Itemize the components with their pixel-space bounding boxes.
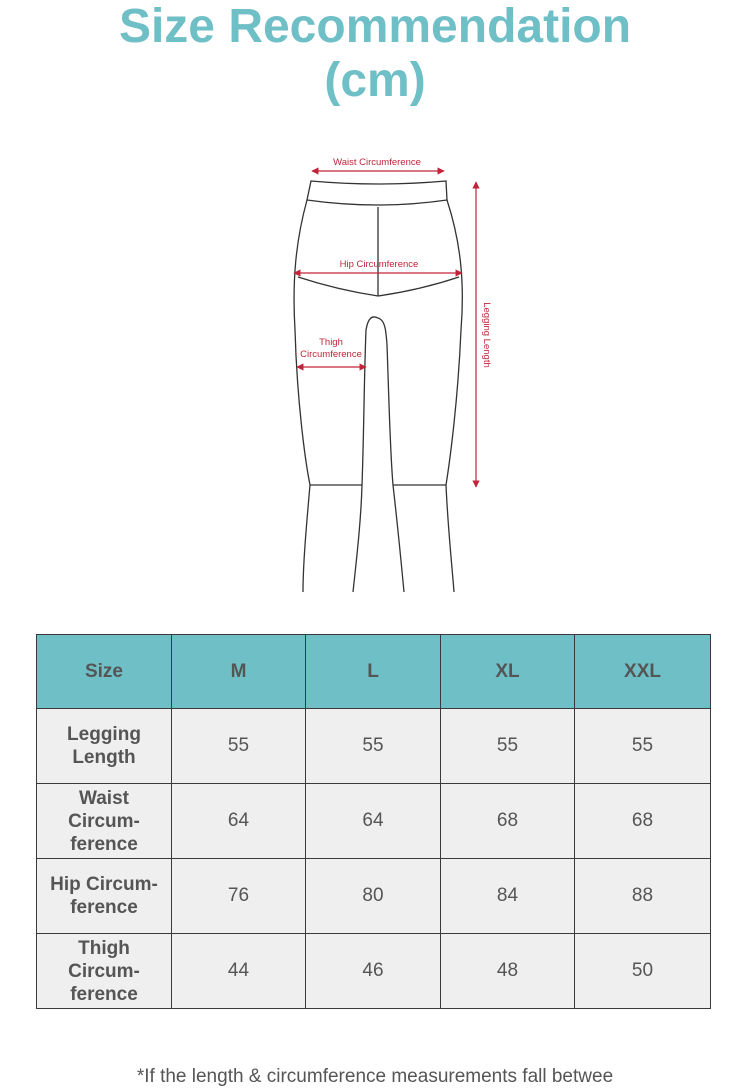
row-label-line: ference — [70, 897, 138, 918]
row-label — [37, 784, 172, 859]
table-cell: 55 — [172, 709, 306, 784]
length-label: Legging Length — [481, 302, 492, 368]
header-size: Size — [37, 635, 172, 709]
row-label-line: Thigh — [78, 937, 130, 959]
row-label-line: ference — [70, 833, 138, 855]
header-l: L — [306, 635, 441, 709]
table-cell: 84 — [441, 859, 575, 934]
row-label-line: Hip Circum- — [50, 874, 158, 895]
thigh-label-line2: Circumference — [300, 349, 362, 360]
header-m: M — [172, 635, 306, 709]
header-xxl: XXL — [575, 635, 711, 709]
page-title — [0, 0, 750, 108]
table-row — [37, 859, 711, 934]
table-row — [37, 934, 711, 1009]
table-cell: 46 — [306, 934, 441, 1009]
thigh-label-line1: Thigh — [319, 337, 343, 348]
row-label-line: Length — [72, 747, 136, 768]
table-cell: 64 — [172, 784, 306, 859]
table-cell: 55 — [441, 709, 575, 784]
row-label — [37, 859, 172, 934]
table-cell: 55 — [306, 709, 441, 784]
waist-label: Waist Circumference — [333, 157, 421, 168]
page-title-line2: (cm) — [324, 54, 426, 107]
table-cell: 64 — [306, 784, 441, 859]
row-label-line: ference — [70, 983, 138, 1005]
table-cell: 55 — [575, 709, 711, 784]
table-cell: 88 — [575, 859, 711, 934]
row-label — [37, 709, 172, 784]
header-xl: XL — [441, 635, 575, 709]
row-label-line: Circum- — [68, 810, 140, 832]
row-label-line: Circum- — [68, 960, 140, 982]
legging-measurement-diagram — [0, 140, 750, 600]
size-table — [36, 634, 711, 1009]
row-label — [37, 934, 172, 1009]
table-cell: 68 — [575, 784, 711, 859]
table-cell: 44 — [172, 934, 306, 1009]
page-title-line1: Size Recommendation — [118, 0, 632, 53]
legging-outline — [294, 181, 462, 592]
table-cell: 48 — [441, 934, 575, 1009]
table-cell: 50 — [575, 934, 711, 1009]
hip-label: Hip Circumference — [339, 259, 419, 270]
table-cell: 76 — [172, 859, 306, 934]
row-label-line: Waist — [79, 787, 129, 809]
table-row — [37, 784, 711, 859]
row-label-line: Legging — [67, 724, 141, 745]
table-row — [37, 709, 711, 784]
table-cell: 80 — [306, 859, 441, 934]
table-cell: 68 — [441, 784, 575, 859]
table-header-row — [37, 635, 711, 709]
footnote: *If the length & circumference measurements fall betwee — [136, 1066, 614, 1087]
